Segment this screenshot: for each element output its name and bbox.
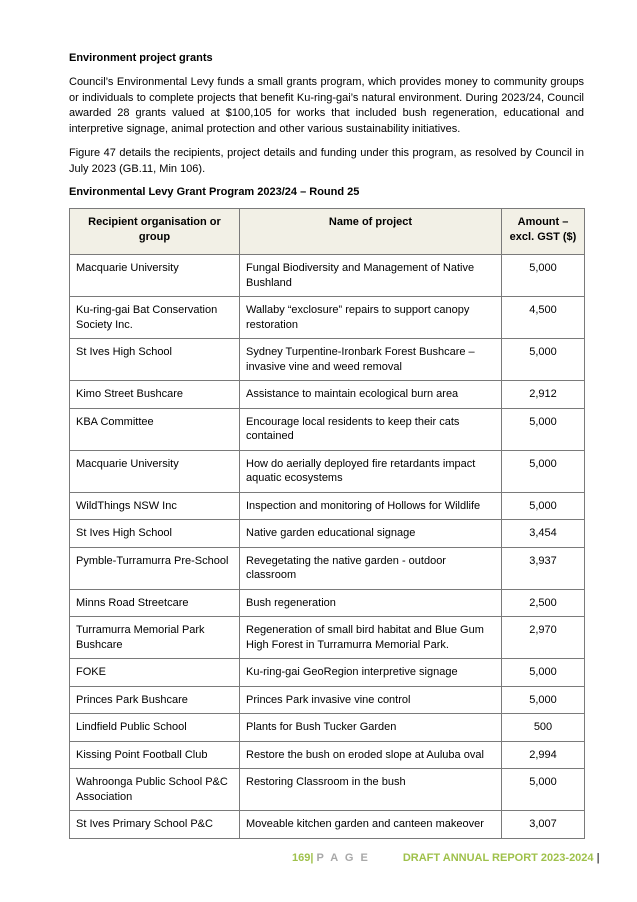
cell-recipient: WildThings NSW Inc bbox=[70, 492, 240, 520]
cell-recipient: Pymble-Turramurra Pre-School bbox=[70, 547, 240, 589]
page-label: P A G E bbox=[316, 852, 370, 864]
cell-project: Plants for Bush Tucker Garden bbox=[240, 714, 502, 742]
footer-separator: | bbox=[310, 852, 314, 864]
cell-project: Regeneration of small bird habitat and Blue Gum High Forest in Turramurra Memorial Park. bbox=[240, 617, 502, 659]
table-row bbox=[70, 339, 585, 381]
table-row bbox=[70, 589, 585, 617]
cell-amount: 5,000 bbox=[502, 769, 585, 811]
cell-amount: 3,007 bbox=[502, 811, 585, 839]
cell-project: Native garden educational signage bbox=[240, 520, 502, 548]
cell-recipient: Kissing Point Football Club bbox=[70, 741, 240, 769]
column-header-project: Name of project bbox=[240, 209, 502, 255]
cell-recipient: Macquarie University bbox=[70, 255, 240, 297]
table-row bbox=[70, 381, 585, 409]
cell-project: Assistance to maintain ecological burn area bbox=[240, 381, 502, 409]
cell-amount: 2,912 bbox=[502, 381, 585, 409]
cell-amount: 5,000 bbox=[502, 339, 585, 381]
cell-amount: 5,000 bbox=[502, 408, 585, 450]
cell-project: Restoring Classroom in the bush bbox=[240, 769, 502, 811]
footer-end-bar: | bbox=[596, 852, 600, 864]
cell-project: Encourage local residents to keep their cats contained bbox=[240, 408, 502, 450]
cell-project: Bush regeneration bbox=[240, 589, 502, 617]
table-row bbox=[70, 686, 585, 714]
table-title: Environmental Levy Grant Program 2023/24 – Round 25 bbox=[69, 186, 360, 198]
cell-project: Restore the bush on eroded slope at Auluba oval bbox=[240, 741, 502, 769]
cell-amount: 5,000 bbox=[502, 492, 585, 520]
table-row bbox=[70, 714, 585, 742]
cell-amount: 2,994 bbox=[502, 741, 585, 769]
page-number: 169 bbox=[292, 852, 311, 864]
cell-recipient: Ku-ring-gai Bat Conservation Society Inc. bbox=[70, 297, 240, 339]
cell-project: Moveable kitchen garden and canteen makeover bbox=[240, 811, 502, 839]
column-header-recipient: Recipient organisation or group bbox=[70, 209, 240, 255]
cell-project: Sydney Turpentine-Ironbark Forest Bushcare – invasive vine and weed removal bbox=[240, 339, 502, 381]
cell-recipient: KBA Committee bbox=[70, 408, 240, 450]
cell-amount: 5,000 bbox=[502, 686, 585, 714]
cell-amount: 2,970 bbox=[502, 617, 585, 659]
cell-project: Inspection and monitoring of Hollows for Wildlife bbox=[240, 492, 502, 520]
cell-recipient: Macquarie University bbox=[70, 450, 240, 492]
report-title: DRAFT ANNUAL REPORT 2023-2024 bbox=[402, 852, 594, 864]
table-row bbox=[70, 492, 585, 520]
intro-paragraph: Council’s Environmental Levy funds a small grants program, which provides money to community groups or individuals to complete projects that benefit Ku-ring-gai’s natural environment. During 2023/24, Council awarded 28 grants valued at $100,105 for works that included bush regeneration, educational and interpretive signage, animal protection and other various sustainability initiatives. bbox=[69, 76, 584, 135]
figure-reference-paragraph: Figure 47 details the recipients, project details and funding under this program, as resolved by Council in July 2023 (GB.11, Min 106). bbox=[69, 147, 584, 175]
cell-amount: 5,000 bbox=[502, 659, 585, 687]
cell-recipient: St Ives High School bbox=[70, 339, 240, 381]
cell-project: Fungal Biodiversity and Management of Native Bushland bbox=[240, 255, 502, 297]
table-row bbox=[70, 617, 585, 659]
cell-recipient: Princes Park Bushcare bbox=[70, 686, 240, 714]
cell-project: How do aerially deployed fire retardants impact aquatic ecosystems bbox=[240, 450, 502, 492]
cell-recipient: St Ives High School bbox=[70, 520, 240, 548]
cell-recipient: Turramurra Memorial Park Bushcare bbox=[70, 617, 240, 659]
cell-amount: 3,454 bbox=[502, 520, 585, 548]
column-header-amount: Amount – excl. GST ($) bbox=[502, 209, 585, 255]
cell-amount: 3,937 bbox=[502, 547, 585, 589]
cell-project: Revegetating the native garden - outdoor classroom bbox=[240, 547, 502, 589]
cell-recipient: Minns Road Streetcare bbox=[70, 589, 240, 617]
cell-recipient: Kimo Street Bushcare bbox=[70, 381, 240, 409]
table-row bbox=[70, 769, 585, 811]
grants-table bbox=[69, 208, 585, 839]
table-body bbox=[70, 255, 585, 839]
table-row bbox=[70, 811, 585, 839]
section-heading: Environment project grants bbox=[69, 52, 213, 64]
table-row bbox=[70, 255, 585, 297]
cell-amount: 5,000 bbox=[502, 255, 585, 297]
cell-project: Ku-ring-gai GeoRegion interpretive signage bbox=[240, 659, 502, 687]
table-row bbox=[70, 547, 585, 589]
cell-recipient: FOKE bbox=[70, 659, 240, 687]
page-footer bbox=[292, 852, 600, 864]
cell-recipient: St Ives Primary School P&C bbox=[70, 811, 240, 839]
table-row bbox=[70, 297, 585, 339]
table-row bbox=[70, 520, 585, 548]
table-row bbox=[70, 659, 585, 687]
cell-amount: 4,500 bbox=[502, 297, 585, 339]
table-row bbox=[70, 408, 585, 450]
cell-recipient: Wahroonga Public School P&C Association bbox=[70, 769, 240, 811]
cell-amount: 2,500 bbox=[502, 589, 585, 617]
cell-project: Princes Park invasive vine control bbox=[240, 686, 502, 714]
table-row bbox=[70, 741, 585, 769]
table-header-row bbox=[70, 209, 585, 255]
cell-amount: 5,000 bbox=[502, 450, 585, 492]
cell-amount: 500 bbox=[502, 714, 585, 742]
cell-project: Wallaby “exclosure” repairs to support canopy restoration bbox=[240, 297, 502, 339]
table-row bbox=[70, 450, 585, 492]
document-body bbox=[69, 52, 584, 839]
cell-recipient: Lindfield Public School bbox=[70, 714, 240, 742]
